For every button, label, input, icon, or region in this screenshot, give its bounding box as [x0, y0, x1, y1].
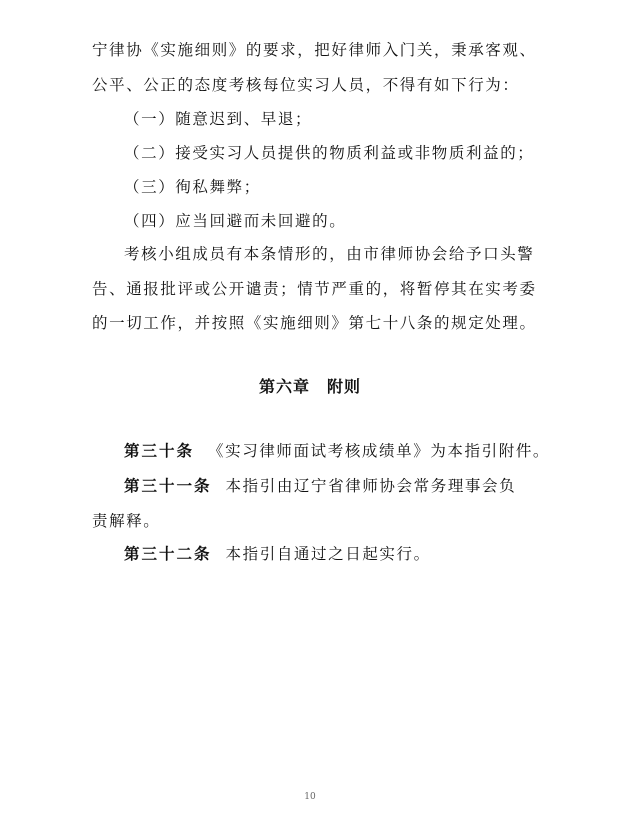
article-text: 《实习律师面试考核成绩单》为本指引附件。: [208, 442, 551, 460]
list-item-4: （四）应当回避而未回避的。: [124, 212, 347, 230]
article-31: [124, 476, 516, 496]
list-item-1: （一）随意迟到、早退；: [124, 110, 313, 128]
article-31-continuation: 责解释。: [92, 512, 161, 530]
list-item-2: （二）接受实习人员提供的物质利益或非物质利益的；: [124, 144, 535, 162]
paragraph-line: 的一切工作，并按照《实施细则》第七十八条的规定处理。: [92, 314, 537, 332]
paragraph-line: 告、通报批评或公开谴责；情节严重的，将暂停其在实考委: [92, 280, 537, 298]
list-item-3: （三）徇私舞弊；: [124, 178, 261, 196]
article-number: 第三十条: [124, 442, 195, 460]
chapter-heading: 第六章 附则: [258, 377, 361, 396]
page-number: 10: [304, 792, 316, 802]
paragraph-line: 公平、公正的态度考核每位实习人员，不得有如下行为：: [92, 76, 520, 94]
article-text: 本指引由辽宁省律师协会常务理事会负: [225, 477, 517, 495]
paragraph-line: 考核小组成员有本条情形的，由市律师协会给予口头警: [124, 245, 535, 263]
article-text: 本指引自通过之日起实行。: [225, 545, 431, 563]
article-32: [124, 544, 431, 564]
article-number: 第三十二条: [124, 545, 212, 563]
article-30: [124, 441, 550, 461]
paragraph-line: 宁律协《实施细则》的要求，把好律师入门关，秉承客观、: [92, 41, 537, 59]
article-number: 第三十一条: [124, 477, 212, 495]
